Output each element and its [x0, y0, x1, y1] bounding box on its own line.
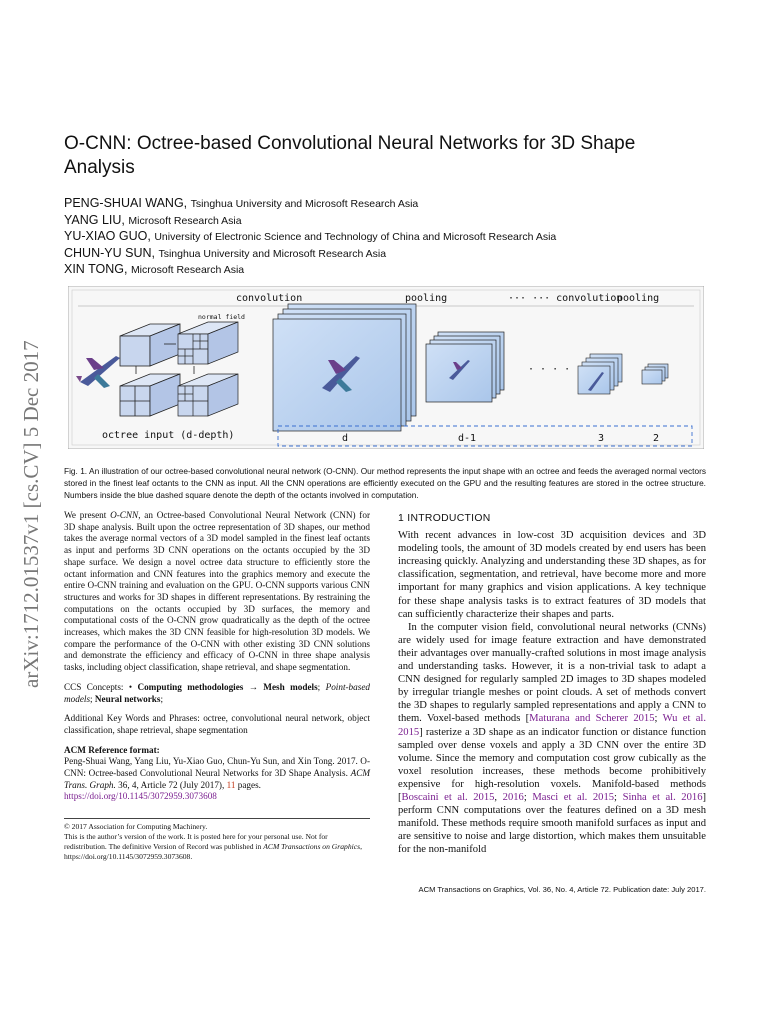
reference-heading: ACM Reference format: [64, 744, 160, 755]
figure-ocnn-diagram [68, 286, 704, 449]
intro-text: ; [654, 713, 663, 725]
author-line [64, 262, 724, 279]
ccs-concept: Point-based models [64, 681, 370, 704]
depth-label-2: 2 [653, 433, 660, 444]
author-affiliation: Tsinghua University and Microsoft Research Asia [158, 247, 387, 260]
reference-journal: ACM Trans. Graph. [64, 768, 370, 790]
intro-text: ] perform CNN computations over the features defined on a 3D mesh manifold. These methods require smooth manifold surfaces as input and are sensitive to noise and large distortion, which makes them unsuitable for the non-manifold [398, 791, 707, 856]
copyright-block [64, 818, 370, 862]
label-normal-field: normal field [198, 313, 245, 321]
author-line [64, 246, 724, 263]
intro-text: ] rasterize a 3D shape as an indicator function or distance function sampled over dense voxels and apply a 3D CNN over the entire 3D volume. Since the memory and computation cost grow cubically as the voxel resolution increases, these methods become prohibitively expensive for high-resolution voxels. Manifold-based methods [ [398, 726, 706, 803]
caption-label: Fig. 1. [64, 466, 88, 476]
citation-link[interactable]: Boscaini et al. 2015 [401, 791, 495, 803]
reference-text [64, 756, 370, 803]
intro-text: , [494, 791, 503, 803]
abstract-column [64, 510, 370, 803]
author-name: XIN TONG, [64, 262, 128, 276]
citation-link[interactable]: Wu et al. 2015 [398, 713, 707, 738]
ccs-sep: ; [90, 693, 95, 704]
intro-paragraph-1: With recent advances in low-cost 3D acquisition devices and 3D modeling tools, the amount of 3D models created by end users has been increasing quickly. Analyzing and understanding these 3D shapes, as for classification, segmentation, and retrieval, have become more and more important for many graphics and vision applications. A key technique for these shape analysis tasks is to extract features of 3D models that can sufficiently characterize their shapes and parts. [398, 530, 706, 620]
figure-caption [64, 465, 706, 501]
label-convolution: convolution [236, 293, 303, 304]
ccs-sep: ; [317, 681, 326, 692]
abstract-part: We present [64, 510, 111, 520]
author-affiliation: University of Electronic Science and Technology of China and Microsoft Research Asia [154, 231, 557, 243]
feature-map-depth-d [273, 304, 416, 431]
keywords: Additional Key Words and Phrases: octree, convolutional neural network, object classification, shape retrieval, shape segmentation [64, 713, 370, 735]
label-pooling-2: pooling [617, 293, 660, 304]
abstract-text [64, 510, 370, 674]
arxiv-stamp-text: arXiv:1712.01537v1 [cs.CV] 5 Dec 2017 [19, 340, 43, 688]
section-heading-introduction: 1 INTRODUCTION [398, 513, 491, 524]
intro-text: In the computer vision field, convolutional neural networks (CNNs) are widely used for image feature extraction and have demonstrated their advantages over manually-crafted solutions in most image analysis and understanding tasks. However, it is a non-trivial task to adapt a CNN designed for regularly sampled 2D images to 3D shapes modeled by irregular triangle meshes or point clouds. A set of methods convert the 3D shapes to regularly sampled representations and apply a CNN to them. Voxel-based methods [ [398, 621, 706, 725]
ccs-concept: Computing methodologies → Mesh models [137, 681, 318, 692]
label-convolution-2: ··· ··· convolution [508, 293, 623, 304]
citation-link[interactable]: Maturana and Scherer 2015 [529, 713, 655, 725]
intro-text: ; [614, 791, 623, 803]
depth-label-3: 3 [598, 433, 605, 444]
author-affiliation: Tsinghua University and Microsoft Research Asia [190, 198, 419, 210]
page-footer: ACM Transactions on Graphics, Vol. 36, No. 4, Article 72. Publication date: July 2017. [418, 885, 706, 894]
copyright-part: This is the author’s version of the work. It is posted here for your personal use. Not for redistribution. The definitive Version of Record was published in [64, 832, 328, 851]
copyright-part: , https://doi.org/10.1145/3072959.3073608. [64, 842, 362, 861]
feature-map-depth-2 [642, 364, 668, 384]
reference-part: pages. [235, 779, 261, 790]
introduction-column [398, 512, 706, 856]
intro-text: ; [523, 791, 533, 803]
author-line [64, 196, 724, 213]
citation-link[interactable]: Masci et al. 2015 [532, 791, 615, 803]
author-affiliation: Microsoft Research Asia [130, 264, 245, 276]
copyright-notice [64, 832, 370, 862]
label-ellipsis: · · · · [528, 364, 571, 375]
doi-link[interactable]: https://doi.org/10.1145/3072959.3073608 [64, 791, 217, 802]
paper-title: O-CNN: Octree-based Convolutional Neural Networks for 3D Shape Analysis [64, 133, 636, 178]
copyright-line: © 2017 Association for Computing Machinery. [64, 822, 208, 831]
author-list [64, 196, 724, 279]
arxiv-stamp [2, 270, 46, 690]
label-pooling: pooling [405, 293, 448, 304]
ccs-sep: ; [160, 693, 164, 704]
abstract-part: , an Octree-based Convolutional Neural Network (CNN) for 3D shape analysis. Built upon the octree representation of 3D shapes, our method takes the average normal vectors of a 3D model sampled in the finest leaf octants as input and performs 3D CNN operations on the octants occupied by the 3D shape surface. We design a novel octree data structure to efficiently store the octant information and CNN features into the graphics memory and execute the entire O-CNN training and evaluation on the GPU. O-CNN supports various CNN structures and works for 3D shapes in different representations. By restraining the computations on the octants occupied by 3D surfaces, the memory and computational costs of the O-CNN grow quadratically as the depth of the octree increases, which makes the 3D CNN feasible for high-resolution 3D models. We compare the performance of the O-CNN with other existing 3D CNN solutions and demonstrate the efficiency and efficacy of O-CNN in three shape analysis tasks, including object classification, shape retrieval, and shape segmentation. [64, 510, 371, 673]
reference-part: 36, 4, Article 72 (July 2017), [115, 779, 227, 790]
author-affiliation: Microsoft Research Asia [128, 214, 242, 227]
reference-part: Peng-Shuai Wang, Yang Liu, Yu-Xiao Guo, Chun-Yu Sun, and Xin Tong. 2017. O-CNN: Octree-based Convolutional Neural Networks for 3D Shape Analysis. [64, 756, 370, 779]
reference-pages-link[interactable]: 11 [226, 779, 236, 790]
ccs-concepts [64, 682, 370, 705]
author-name: YU-XIAO GUO, [64, 229, 151, 243]
depth-label-d: d [342, 433, 349, 444]
ccs-concept: Neural networks [94, 693, 161, 704]
ccs-prefix: CCS Concepts: • [64, 681, 138, 692]
citation-link[interactable]: Sinha et al. 2016 [622, 791, 703, 803]
intro-paragraph-2 [398, 621, 706, 857]
author-name: PENG-SHUAI WANG, [64, 196, 188, 210]
author-name: YANG LIU, [64, 212, 125, 227]
abstract-term: O-CNN [110, 510, 139, 520]
label-octree-input: octree input (d-depth) [102, 430, 235, 441]
caption-text: An illustration of our octree-based convolutional neural network (O-CNN). Our method represents the input shape with an octree and feeds the averaged normal vectors stored in the finest leaf octants to the CNN as input. All the CNN operations are efficiently executed on the GPU and the resulting features are stored in the octree structure. Numbers inside the blue dashed square denote the depth of the octants involved in computation. [64, 466, 706, 500]
citation-link[interactable]: 2016 [502, 791, 524, 803]
feature-map-depth-d-1 [426, 332, 504, 402]
author-name: CHUN-YU SUN, [64, 245, 155, 260]
author-line [64, 229, 724, 246]
depth-label-d-1: d-1 [458, 433, 477, 444]
author-line [64, 213, 724, 230]
copyright-journal: ACM Transactions on Graphics [263, 842, 361, 851]
